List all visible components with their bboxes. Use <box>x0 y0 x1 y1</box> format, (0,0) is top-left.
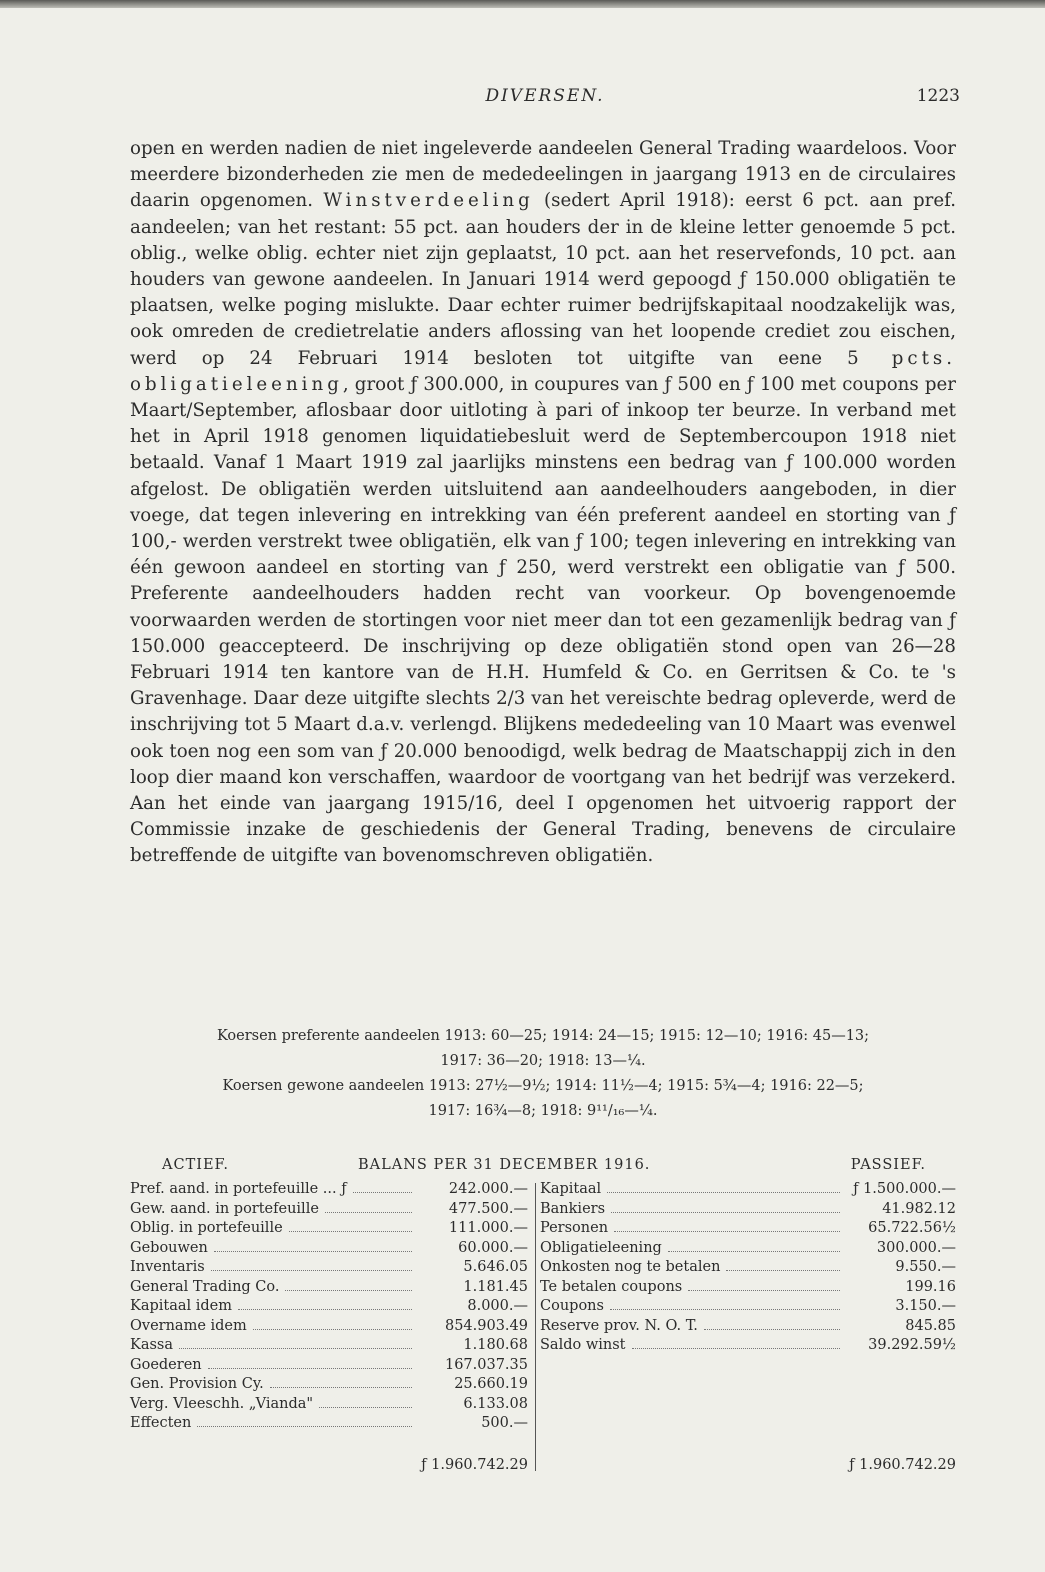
balance-sheet <box>130 1157 956 1477</box>
actief-row <box>130 1318 528 1338</box>
actief-item-amount: 854.903.49 <box>444 1317 528 1334</box>
page-header <box>130 86 960 116</box>
quotes-pref-line-2: 1917: 36—20; 1918: 13—¼. <box>440 1053 646 1069</box>
passief-item-label: Reserve prov. N. O. T. <box>540 1317 698 1334</box>
passief-row <box>540 1259 956 1279</box>
actief-item-label: Pref. aand. in portefeuille ... ƒ <box>130 1181 347 1197</box>
body-spaced-term-obligatieleening: 5 pcts. obligatieleening <box>130 347 956 395</box>
actief-item-amount: 25.660.19 <box>454 1376 528 1392</box>
passief-item-amount: 199.16 <box>905 1278 956 1295</box>
leader-dots <box>270 1387 412 1388</box>
leader-dots <box>668 1251 840 1252</box>
leader-dots <box>238 1309 412 1310</box>
actief-item-label: Effecten <box>130 1415 192 1431</box>
actief-row <box>130 1259 528 1279</box>
actief-row <box>130 1396 528 1416</box>
passief-item-amount: ƒ 1.500.000.— <box>853 1181 956 1197</box>
actief-item-amount: 5.646.05 <box>463 1259 528 1275</box>
leader-dots <box>632 1348 841 1349</box>
actief-item-label: Goederen <box>130 1356 202 1373</box>
passief-item-amount: 41.982.12 <box>882 1200 956 1217</box>
passief-row <box>540 1220 956 1240</box>
passief-row <box>540 1201 956 1221</box>
actief-item-label: Overname idem <box>130 1317 247 1334</box>
leader-dots <box>353 1192 412 1193</box>
leader-dots <box>325 1212 412 1213</box>
balance-title: BALANS PER 31 DECEMBER 1916. <box>358 1157 651 1173</box>
passief-item-amount: 845.85 <box>905 1317 956 1334</box>
passief-item-label: Bankiers <box>540 1200 606 1217</box>
actief-item-label: Verg. Vleeschh. „Vianda" <box>130 1395 314 1412</box>
passief-column <box>540 1181 956 1357</box>
actief-row <box>130 1240 528 1260</box>
body-text-part-1: open en werden nadien de niet ingeleverde aandeelen General Trading waardeloos. Voor meerdere bizonderheden zie men de mededeelingen in jaargang 1913 en de circulaires daarin opgenomen. <box>130 138 956 212</box>
body-text-part-3: , groot ƒ 300.000, in coupures van ƒ 500 en ƒ 100 met coupons per Maart/September, aflosbaar door uitloting à pari of inkoop ter beurze. In verband met het in April 1918 genomen liquidatiebesluit werd de Septembercoupon 1918 niet betaald. Vanaf 1 Maart 1919 zal jaarlijks minstens een bedrag van ƒ 100.000 worden afgelost. De obligatiën werden uitsluitend aan aandeelhouders aangeboden, in dier voege, dat tegen inlevering en intrekking van één preferent aandeel en storting van ƒ 100,- werden verstrekt twee obligatiën, elk van ƒ 100; tegen inlevering en intrekking van één gewoon aandeel en storting van ƒ 250, werd verstrekt een obligatie van ƒ 500. Preferente aandeelhouders hadden recht van voorkeur. Op bovengenoemde voorwaarden werden de stortingen voor niet meer dan tot een gezamenlijk bedrag van ƒ 150.000 geaccepteerd. De inschrijving op deze obligatiën stond open van 26—28 Februari 1914 ten kantore van de H.H. Humfeld & Co. en Gerritsen & Co. te 's Gravenhage. Daar deze uitgifte slechts 2/3 van het vereischte bedrag opleverde, werd de inschrijving tot 5 Maart d.a.v. verlengd. Blijkens mededeeling van 10 Maart was evenwel ook toen nog een som van ƒ 20.000 benoodigd, welk bedrag de Maatschappij zich in den loop dier maand kon verschaffen, waardoor de voortgang van het bedrijf was verzekerd. Aan het einde van jaargang 1915/16, deel I opgenomen het uitvoerig rapport der Commissie inzake de geschiedenis der General Trading, benevens de circulaire betreffende de uitgifte van bovenomschreven obligatiën. <box>130 373 956 867</box>
actief-item-amount: 500.— <box>481 1415 528 1431</box>
leader-dots <box>607 1192 840 1193</box>
actief-item-label: Inventaris <box>130 1259 205 1275</box>
actief-item-amount: 60.000.— <box>458 1239 528 1256</box>
passief-item-amount: 300.000.— <box>876 1239 956 1256</box>
actief-row <box>130 1357 528 1377</box>
actief-label: ACTIEF. <box>162 1157 229 1173</box>
actief-item-label: Oblig. in portefeuille <box>130 1220 283 1236</box>
passief-item-amount: 39.292.59½ <box>868 1337 956 1353</box>
leader-dots <box>611 1212 840 1213</box>
actief-item-amount: 1.180.68 <box>463 1337 528 1353</box>
leader-dots <box>214 1251 412 1252</box>
passief-item-label: Kapitaal <box>540 1181 602 1197</box>
page-number: 1223 <box>916 86 960 106</box>
body-text-part-2: (sedert April 1918): eerst 6 pct. aan pref. aandeelen; van het restant: 55 pct. aan houders der in de kleine letter genoemde 5 pct. oblig., welke oblig. echter niet zijn geplaatst, 10 pct. aan het reservefonds, 10 pct. aan houders van gewone aandeelen. In Januari 1914 werd gepoogd ƒ 150.000 obligatiën te plaatsen, welke poging mislukte. Daar echter ruimer bedrijfskapitaal noodzakelijk was, ook omreden de credietrelatie anders aflossing van het loopende crediet zou eischen, werd op 24 Februari 1914 besloten tot uitgifte van eene <box>130 190 956 369</box>
passief-item-label: Obligatieleening <box>540 1239 662 1256</box>
leader-dots <box>726 1270 840 1271</box>
actief-item-label: General Trading Co. <box>130 1278 280 1295</box>
passief-row <box>540 1240 956 1260</box>
actief-item-label: Gew. aand. in portefeuille <box>130 1200 319 1217</box>
leader-dots <box>704 1329 840 1330</box>
passief-item-amount: 3.150.— <box>895 1298 956 1314</box>
actief-row <box>130 1220 528 1240</box>
actief-row <box>130 1181 528 1201</box>
leader-dots <box>688 1290 840 1291</box>
passief-row <box>540 1181 956 1201</box>
passief-row <box>540 1318 956 1338</box>
passief-item-label: Saldo winst <box>540 1337 626 1353</box>
actief-row <box>130 1298 528 1318</box>
quotes-gew-line-1: Koersen gewone aandeelen 1913: 27½—9½; 1914: 11½—4; 1915: 5¾—4; 1916: 22—5; <box>222 1078 864 1094</box>
leader-dots <box>253 1329 412 1330</box>
running-title: DIVERSEN. <box>485 86 605 106</box>
balance-header <box>130 1157 956 1179</box>
actief-item-label: Kassa <box>130 1337 174 1353</box>
quotes-gew-line-2: 1917: 16¾—8; 1918: 9¹¹/₁₆—¼. <box>428 1103 658 1119</box>
passief-item-amount: 65.722.56½ <box>868 1220 956 1236</box>
leader-dots <box>208 1368 412 1369</box>
body-spaced-term-winstverdeeling: Winstverdeeling <box>323 190 534 212</box>
share-quotes <box>130 1024 956 1124</box>
scan-top-edge <box>0 0 1045 8</box>
passief-row <box>540 1337 956 1357</box>
leader-dots <box>319 1407 412 1408</box>
passief-row <box>540 1279 956 1299</box>
actief-row <box>130 1279 528 1299</box>
actief-item-amount: 111.000.— <box>448 1220 528 1236</box>
actief-item-amount: 477.500.— <box>448 1200 528 1217</box>
actief-row <box>130 1201 528 1221</box>
actief-item-amount: 6.133.08 <box>463 1395 528 1412</box>
passief-item-label: Coupons <box>540 1298 604 1314</box>
passief-item-label: Personen <box>540 1220 609 1236</box>
actief-row <box>130 1415 528 1435</box>
actief-total: ƒ 1.960.742.29 <box>421 1457 528 1473</box>
passief-item-label: Onkosten nog te betalen <box>540 1259 721 1275</box>
passief-item-amount: 9.550.— <box>895 1259 956 1275</box>
actief-row <box>130 1337 528 1357</box>
passief-item-label: Te betalen coupons <box>540 1278 683 1295</box>
actief-item-label: Gebouwen <box>130 1239 208 1256</box>
leader-dots <box>610 1309 840 1310</box>
leader-dots <box>179 1348 412 1349</box>
leader-dots <box>197 1426 412 1427</box>
actief-item-label: Kapitaal idem <box>130 1298 233 1314</box>
passief-total: ƒ 1.960.742.29 <box>849 1457 956 1473</box>
actief-item-amount: 1.181.45 <box>463 1278 528 1295</box>
leader-dots <box>289 1231 412 1232</box>
actief-item-label: Gen. Provision Cy. <box>130 1376 264 1392</box>
actief-column <box>130 1181 528 1435</box>
actief-item-amount: 242.000.— <box>448 1181 528 1197</box>
actief-item-amount: 8.000.— <box>467 1298 528 1314</box>
passief-row <box>540 1298 956 1318</box>
column-divider <box>535 1183 536 1471</box>
leader-dots <box>285 1290 412 1291</box>
leader-dots <box>211 1270 412 1271</box>
quotes-pref-line-1: Koersen preferente aandeelen 1913: 60—25; 1914: 24—15; 1915: 12—10; 1916: 45—13; <box>216 1028 870 1044</box>
leader-dots <box>614 1231 840 1232</box>
actief-row <box>130 1376 528 1396</box>
body-paragraph <box>130 136 956 870</box>
passief-label: PASSIEF. <box>850 1157 926 1173</box>
actief-item-amount: 167.037.35 <box>444 1356 528 1373</box>
